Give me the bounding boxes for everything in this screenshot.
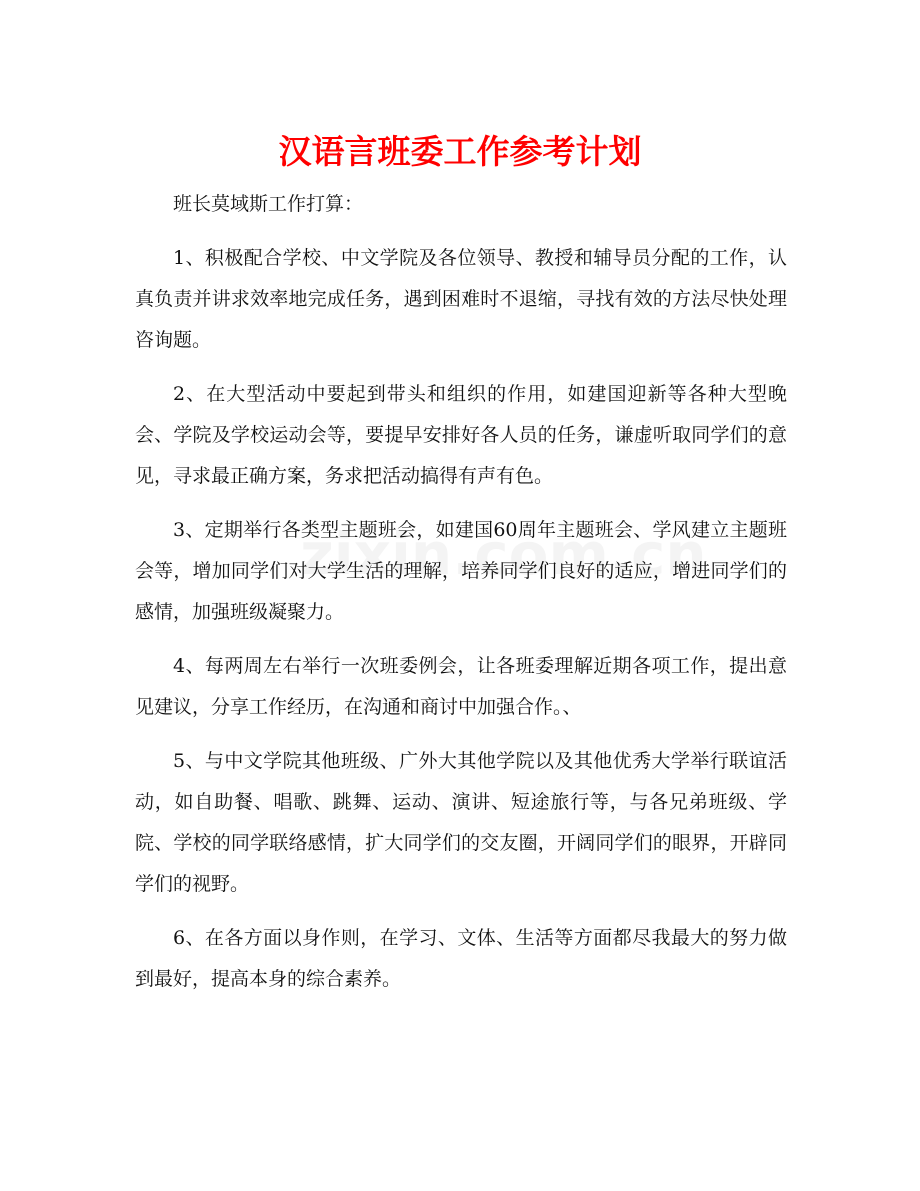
document-body (135, 184, 787, 1013)
document-title: 汉语言班委工作参考计划 (278, 132, 642, 171)
paragraph-item-6: 6、在各方面以身作则，在学习、文体、生活等方面都尽我最大的努力做到最好，提高本身的综合素养。 (135, 927, 787, 990)
paragraph-intro: 班长莫域斯工作打算： (173, 193, 364, 215)
paragraph-item-3: 3、定期举行各类型主题班会，如建国60周年主题班会、学风建立主题班会等，增加同学们对大学生活的理解，培养同学们良好的适应，增进同学们的感情，加强班级凝聚力。 (135, 519, 787, 623)
paragraph-item-5: 5、与中文学院其他班级、广外大其他学院以及其他优秀大学举行联谊活动，如自助餐、唱歌、跳舞、运动、演讲、短途旅行等，与各兄弟班级、学院、学校的同学联络感情，扩大同学们的交友圈，开阔同学们的眼界，开辟同学们的视野。 (135, 750, 787, 895)
paragraph-item-1: 1、积极配合学校、中文学院及各位领导、教授和辅导员分配的工作，认真负责并讲求效率地完成任务，遇到困难时不退缩，寻找有效的方法尽快处理咨询题。 (135, 247, 787, 351)
paragraph-item-2: 2、在大型活动中要起到带头和组织的作用，如建国迎新等各种大型晚会、学院及学校运动会等，要提早安排好各人员的任务，谦虚听取同学们的意见，寻求最正确方案，务求把活动搞得有声有色。 (135, 383, 787, 487)
paragraph-item-4: 4、每两周左右举行一次班委例会，让各班委理解近期各项工作，提出意见建议，分享工作经历，在沟通和商讨中加强合作。、 (135, 655, 787, 718)
